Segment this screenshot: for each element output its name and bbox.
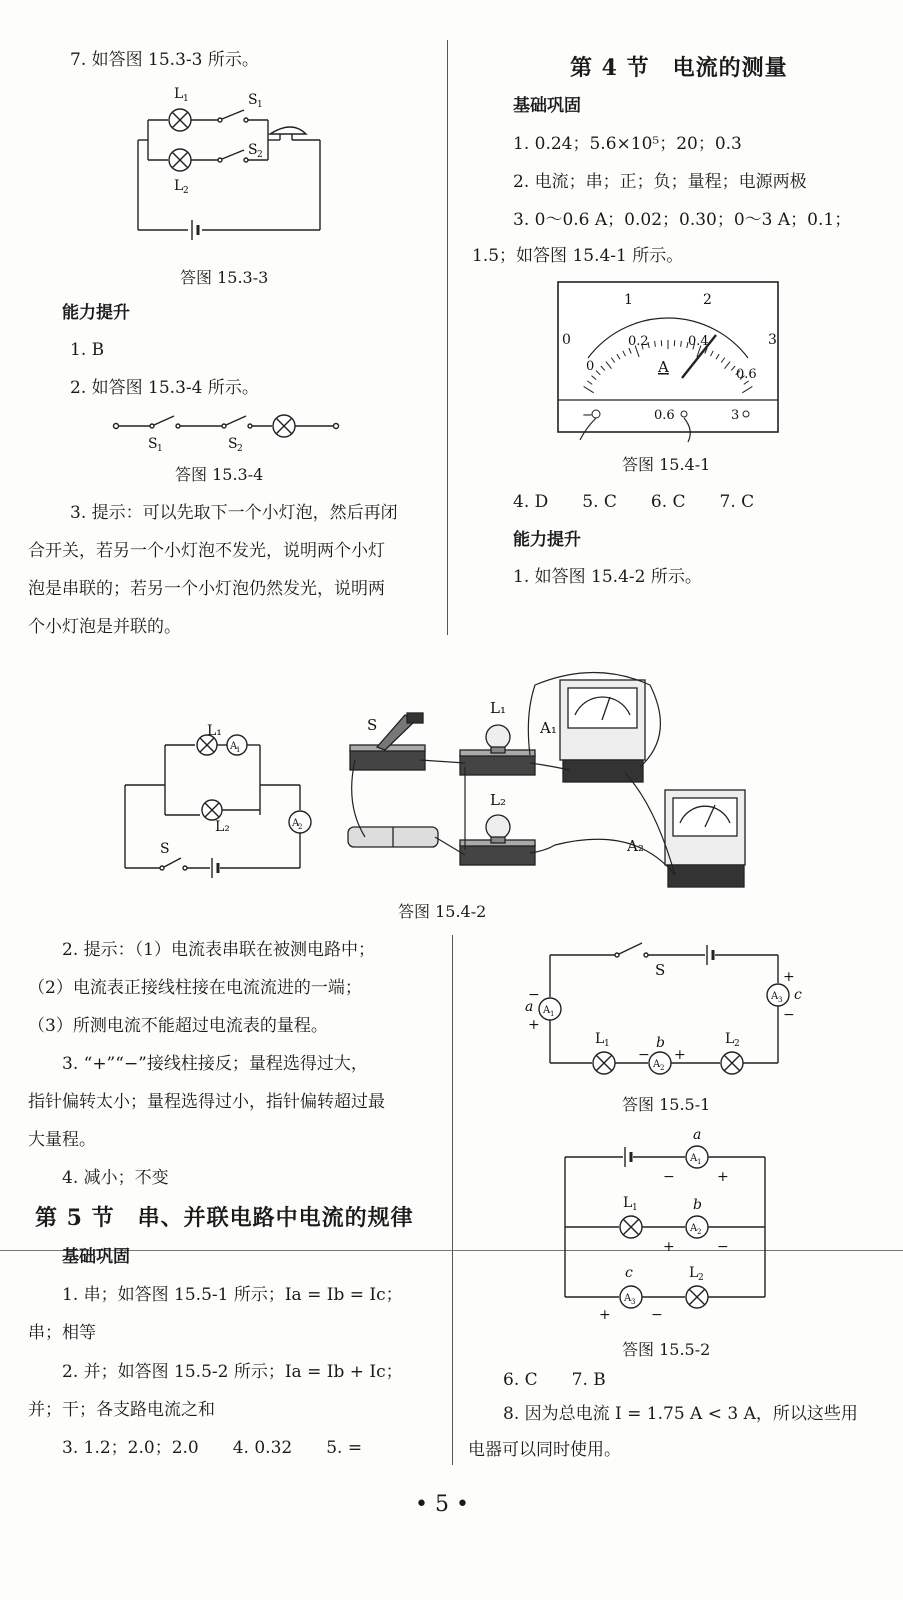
svg-text:S: S <box>248 92 258 108</box>
svg-text:1: 1 <box>183 94 189 104</box>
figure-15-4-2-caption: 答图 15.4-2 <box>398 902 487 921</box>
svg-text:3: 3 <box>731 408 740 423</box>
s5-answers-3-5: 3. 1.2；2.0；2.0 4. 0.32 5. = <box>62 1438 363 1458</box>
svg-text:+: + <box>783 969 795 985</box>
answer-3-line-1: 3. 提示：可以先取下一个小灯泡，然后再闭 <box>70 503 398 523</box>
basic-heading-4: 基础巩固 <box>513 96 581 116</box>
svg-text:b: b <box>693 1197 702 1213</box>
page-number: • 5 • <box>415 1492 469 1517</box>
answer-3b-line-3: 大量程。 <box>28 1130 96 1150</box>
svg-text:b: b <box>656 1035 665 1051</box>
svg-text:1: 1 <box>624 292 633 308</box>
svg-text:2: 2 <box>697 1228 702 1236</box>
svg-text:2: 2 <box>703 292 712 308</box>
svg-text:A: A <box>543 1005 551 1016</box>
svg-text:1: 1 <box>236 746 241 754</box>
svg-text:S: S <box>148 436 158 452</box>
svg-text:−: − <box>717 1239 729 1255</box>
svg-text:A: A <box>658 358 669 376</box>
answer-3b-line-1: 3. “+”“−”接线柱接反；量程选得过大， <box>62 1054 368 1074</box>
svg-text:L: L <box>689 1265 699 1281</box>
answer-3-line-3: 泡是串联的；若另一个小灯泡仍然发光，说明两 <box>28 579 385 599</box>
answer-1: 1. B <box>70 340 105 360</box>
figure-15-3-3-caption: 答图 15.3-3 <box>180 268 269 287</box>
answer-2: 2. 如答图 15.3-4 所示。 <box>70 378 259 398</box>
svg-text:2: 2 <box>257 150 263 160</box>
answer-7: 7. 如答图 15.3-3 所示。 <box>70 50 259 70</box>
svg-text:L₁: L₁ <box>207 723 222 739</box>
figure-15-3-3 <box>120 80 340 250</box>
svg-text:L: L <box>623 1195 633 1211</box>
svg-text:−: − <box>528 987 540 1003</box>
figure-15-5-2 <box>555 1125 780 1325</box>
svg-text:A₁: A₁ <box>540 719 557 737</box>
svg-text:0.4: 0.4 <box>688 334 709 349</box>
s4-answer-1: 1. 0.24；5.6×10⁵；20；0.3 <box>513 134 742 154</box>
figure-15-3-4 <box>110 408 350 458</box>
svg-text:3: 3 <box>768 332 777 348</box>
column-divider-top <box>447 40 448 635</box>
svg-text:L₂: L₂ <box>215 819 230 835</box>
answer-3-line-2: 合开关，若另一个小灯泡不发光，说明两个小灯 <box>28 541 385 561</box>
svg-text:L₁: L₁ <box>490 699 506 717</box>
svg-text:1: 1 <box>550 1010 555 1018</box>
figure-15-4-1-ammeter <box>556 280 781 440</box>
svg-text:S: S <box>228 436 238 452</box>
svg-text:1: 1 <box>604 1039 610 1049</box>
svg-text:S: S <box>655 961 666 979</box>
svg-text:L: L <box>174 86 184 102</box>
svg-text:+: + <box>599 1307 611 1323</box>
s5-answer-1-line-2: 串；相等 <box>28 1323 96 1343</box>
figure-15-4-1-caption: 答图 15.4-1 <box>622 455 711 474</box>
svg-text:A: A <box>624 1293 632 1304</box>
svg-text:A₂: A₂ <box>627 837 644 855</box>
svg-text:0.2: 0.2 <box>628 334 649 349</box>
svg-text:A: A <box>690 1223 698 1234</box>
svg-text:2: 2 <box>734 1039 740 1049</box>
svg-text:1: 1 <box>697 1158 702 1166</box>
svg-text:L: L <box>725 1031 735 1047</box>
svg-text:A: A <box>653 1059 661 1070</box>
svg-text:2: 2 <box>698 1273 704 1283</box>
svg-text:3: 3 <box>778 996 783 1004</box>
svg-text:0.6: 0.6 <box>654 408 675 423</box>
svg-text:c: c <box>625 1265 633 1281</box>
s4-answer-3-line-1: 3. 0～0.6 A；0.02；0.30；0～3 A；0.1； <box>513 210 852 230</box>
svg-text:+: + <box>717 1169 729 1185</box>
answer-3-line-4: 个小灯泡是并联的。 <box>28 617 181 637</box>
svg-text:S: S <box>367 716 378 734</box>
s4-ability-answer-1: 1. 如答图 15.4-2 所示。 <box>513 567 702 587</box>
svg-text:A: A <box>230 741 238 752</box>
figure-15-5-2-caption: 答图 15.5-2 <box>622 1340 711 1359</box>
s5-answer-8-line-1: 8. 因为总电流 I = 1.75 A < 3 A，所以这些用 <box>503 1404 858 1424</box>
section-5-title: 第 5 节 串、并联电路中电流的规律 <box>35 1205 414 1231</box>
svg-text:−: − <box>651 1307 663 1323</box>
svg-text:−: − <box>582 408 593 423</box>
figure-15-5-1 <box>520 935 800 1085</box>
basic-heading-5: 基础巩固 <box>62 1247 130 1267</box>
figure-15-4-2 <box>115 655 755 895</box>
svg-text:2: 2 <box>183 186 189 196</box>
answer-4b: 4. 减小；不变 <box>62 1168 169 1188</box>
s4-answer-3-line-2: 1.5；如答图 15.4-1 所示。 <box>472 246 684 266</box>
svg-text:L: L <box>174 178 184 194</box>
svg-text:+: + <box>674 1047 686 1063</box>
svg-text:0.6: 0.6 <box>736 367 757 382</box>
section-4-title: 第 4 节 电流的测量 <box>570 55 788 81</box>
answer-3b-line-2: 指针偏转太小；量程选得过小，指针偏转超过最 <box>28 1092 385 1112</box>
svg-text:+: + <box>663 1239 675 1255</box>
s5-answer-2-line-1: 2. 并；如答图 15.5-2 所示；Ia = Ib + Ic； <box>62 1362 403 1382</box>
svg-text:c: c <box>794 987 802 1003</box>
svg-text:0: 0 <box>562 332 571 348</box>
svg-text:A: A <box>690 1153 698 1164</box>
svg-text:1: 1 <box>157 444 163 454</box>
s5-answer-2-line-2: 并；干；各支路电流之和 <box>28 1400 215 1420</box>
svg-text:1: 1 <box>632 1203 638 1213</box>
svg-text:0: 0 <box>586 359 595 374</box>
svg-text:1: 1 <box>257 100 263 110</box>
svg-text:−: − <box>638 1047 650 1063</box>
svg-text:a: a <box>525 999 534 1015</box>
s5-answer-1-line-1: 1. 串；如答图 15.5-1 所示；Ia = Ib = Ic； <box>62 1285 403 1305</box>
svg-text:S: S <box>248 142 258 158</box>
svg-text:2: 2 <box>298 823 303 831</box>
figure-15-5-1-caption: 答图 15.5-1 <box>622 1095 711 1114</box>
svg-text:a: a <box>693 1127 702 1143</box>
hint-line-3: （3）所测电流不能超过电流表的量程。 <box>28 1016 328 1036</box>
s5-answers-6-7: 6. C 7. B <box>503 1370 606 1390</box>
hint-line-1: 2. 提示：（1）电流表串联在被测电路中； <box>62 940 375 960</box>
s4-answer-2: 2. 电流；串；正；负；量程；电源两极 <box>513 172 807 192</box>
column-divider-bottom <box>452 935 453 1465</box>
svg-text:S: S <box>160 841 170 857</box>
svg-text:A: A <box>771 991 779 1002</box>
svg-text:−: − <box>663 1169 675 1185</box>
s4-answers-4-7: 4. D 5. C 6. C 7. C <box>513 492 755 512</box>
s5-answer-8-line-2: 电器可以同时使用。 <box>468 1440 621 1460</box>
svg-text:3: 3 <box>631 1298 636 1306</box>
svg-text:L: L <box>595 1031 605 1047</box>
svg-text:A: A <box>292 818 300 829</box>
svg-text:2: 2 <box>660 1064 665 1072</box>
svg-text:L₂: L₂ <box>490 791 506 809</box>
ability-heading-1: 能力提升 <box>62 303 130 323</box>
hint-line-2: （2）电流表正接线柱接在电流流进的一端； <box>28 978 362 998</box>
svg-text:2: 2 <box>237 444 243 454</box>
svg-text:−: − <box>783 1007 795 1023</box>
ability-heading-4: 能力提升 <box>513 530 581 550</box>
svg-text:+: + <box>528 1017 540 1033</box>
figure-15-3-4-caption: 答图 15.3-4 <box>175 465 264 484</box>
